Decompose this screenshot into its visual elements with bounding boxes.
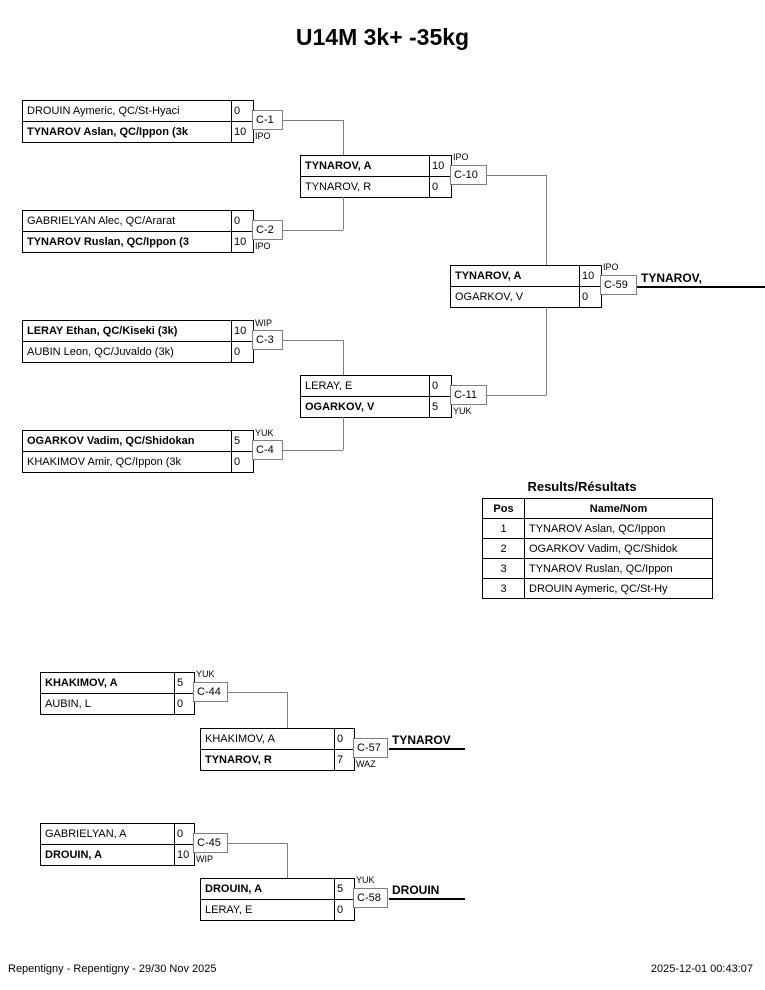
player-name: AUBIN, L <box>45 698 91 710</box>
player-score: 10 <box>231 321 253 341</box>
player-score: 0 <box>231 211 253 231</box>
match-row <box>23 101 253 121</box>
results-row <box>483 519 713 539</box>
winner-line <box>389 898 465 900</box>
player-name: OGARKOV Vadim, QC/Shidokan <box>27 435 195 447</box>
player-name: DROUIN Aymeric, QC/St-Hyaci <box>27 105 180 117</box>
match-row <box>451 286 601 307</box>
player-name: OGARKOV, V <box>455 291 524 303</box>
results-title: Results/Résultats <box>527 479 637 494</box>
match-row <box>201 899 354 920</box>
connector-line <box>487 395 546 396</box>
player-name: GABRIELYAN, A <box>45 828 127 840</box>
player-name: AUBIN Leon, QC/Juvaldo (3k) <box>27 346 174 358</box>
player-score: 7 <box>334 750 354 770</box>
match-row <box>301 376 451 396</box>
player-score: 0 <box>231 342 253 362</box>
result-pos: 1 <box>483 519 525 539</box>
match-c57 <box>200 728 355 771</box>
match-row <box>23 231 253 252</box>
player-score: 0 <box>429 376 451 396</box>
match-row <box>23 211 253 231</box>
player-score: 10 <box>231 122 253 142</box>
match-tag-c45: C-45 <box>193 833 228 853</box>
match-row <box>201 729 354 749</box>
player-name: TYNAROV, A <box>455 270 522 282</box>
player-score: 10 <box>429 156 451 176</box>
connector-line <box>546 307 547 395</box>
match-c2 <box>22 210 254 253</box>
result-pos: 3 <box>483 559 525 579</box>
player-score: 10 <box>231 232 253 252</box>
results-header-pos: Pos <box>483 499 525 519</box>
player-name: KHAKIMOV Amir, QC/Ippon (3k <box>27 456 182 468</box>
match-c11 <box>300 375 452 418</box>
player-score: 0 <box>174 824 194 844</box>
match-tag-c2: C-2 <box>252 220 283 240</box>
match-tag-c1: C-1 <box>252 110 283 130</box>
player-score: 0 <box>579 287 601 307</box>
page-title: U14M 3k+ -35kg <box>295 24 470 50</box>
result-type-c1: IPO <box>255 131 271 141</box>
connector-line <box>287 843 288 878</box>
result-type-c2: IPO <box>255 241 271 251</box>
player-name: KHAKIMOV, A <box>45 677 118 689</box>
connector-line <box>283 120 343 121</box>
winner-line <box>637 286 765 288</box>
player-score: 10 <box>579 266 601 286</box>
match-row <box>301 396 451 417</box>
winner-line <box>389 748 465 750</box>
results-row <box>483 579 713 599</box>
player-score: 0 <box>429 177 451 197</box>
match-row <box>41 824 194 844</box>
match-row <box>41 673 194 693</box>
match-row <box>201 879 354 899</box>
match-row <box>301 156 451 176</box>
connector-line <box>283 340 343 341</box>
connector-line <box>228 692 287 693</box>
result-pos: 3 <box>483 579 525 599</box>
match-c45 <box>40 823 195 866</box>
player-name: GABRIELYAN Alec, QC/Ararat <box>27 215 176 227</box>
match-c44 <box>40 672 195 715</box>
player-score: 0 <box>334 900 354 920</box>
player-score: 0 <box>334 729 354 749</box>
connector-line <box>343 417 344 450</box>
results-table <box>482 498 713 599</box>
match-tag-c3: C-3 <box>252 330 283 350</box>
player-name: TYNAROV Aslan, QC/Ippon (3k <box>27 126 188 138</box>
player-score: 0 <box>231 101 253 121</box>
result-name: OGARKOV Vadim, QC/Shidok <box>525 539 713 559</box>
result-type-c4: YUK <box>255 428 274 438</box>
result-type-c44: YUK <box>196 669 215 679</box>
player-name: LERAY Ethan, QC/Kiseki (3k) <box>27 325 178 337</box>
player-name: TYNAROV Ruslan, QC/Ippon (3 <box>27 236 189 248</box>
results-row <box>483 539 713 559</box>
result-type-c11: YUK <box>453 406 472 416</box>
player-name: KHAKIMOV, A <box>205 733 275 745</box>
match-row <box>451 266 601 286</box>
winner-label-c58: DROUIN <box>392 883 440 897</box>
footer-event: Repentigny - Repentigny - 29/30 Nov 2025 <box>8 963 217 975</box>
winner-label-c57: TYNAROV <box>392 733 451 747</box>
result-type-c57: WAZ <box>356 759 376 769</box>
result-type-c58: YUK <box>356 875 375 885</box>
result-type-c3: WIP <box>255 318 272 328</box>
results-header-row <box>483 499 713 519</box>
result-name: DROUIN Aymeric, QC/St-Hy <box>525 579 713 599</box>
player-score: 5 <box>429 397 451 417</box>
match-row <box>23 451 253 472</box>
connector-line <box>228 843 287 844</box>
results-row <box>483 559 713 579</box>
result-name: TYNAROV Aslan, QC/Ippon <box>525 519 713 539</box>
connector-line <box>546 175 547 265</box>
match-tag-c44: C-44 <box>193 682 228 702</box>
player-name: TYNAROV, R <box>305 181 372 193</box>
player-name: LERAY, E <box>205 904 253 916</box>
match-tag-c59: C-59 <box>600 275 637 295</box>
connector-line <box>343 197 344 230</box>
results-header-name: Name/Nom <box>525 499 713 519</box>
result-name: TYNAROV Ruslan, QC/Ippon <box>525 559 713 579</box>
connector-line <box>487 175 546 176</box>
match-c59 <box>450 265 602 308</box>
match-row <box>301 176 451 197</box>
player-name: TYNAROV, A <box>305 160 372 172</box>
player-name: DROUIN, A <box>45 849 103 861</box>
player-score: 5 <box>174 673 194 693</box>
match-row <box>23 121 253 142</box>
match-c10 <box>300 155 452 198</box>
player-score: 5 <box>231 431 253 451</box>
connector-line <box>283 230 343 231</box>
footer-timestamp: 2025-12-01 00:43:07 <box>650 963 753 975</box>
match-tag-c57: C-57 <box>353 738 388 758</box>
match-tag-c10: C-10 <box>450 165 487 185</box>
match-tag-c4: C-4 <box>252 440 283 460</box>
connector-line <box>287 692 288 728</box>
player-score: 5 <box>334 879 354 899</box>
player-score: 0 <box>174 694 194 714</box>
result-type-c59: IPO <box>603 262 619 272</box>
match-tag-c11: C-11 <box>450 385 487 405</box>
match-row <box>23 341 253 362</box>
connector-line <box>283 450 343 451</box>
match-row <box>41 844 194 865</box>
match-c58 <box>200 878 355 921</box>
player-name: TYNAROV, R <box>205 754 272 766</box>
connector-line <box>343 120 344 155</box>
match-c3 <box>22 320 254 363</box>
player-name: DROUIN, A <box>205 883 263 895</box>
match-row <box>41 693 194 714</box>
connector-line <box>343 340 344 375</box>
match-c1 <box>22 100 254 143</box>
match-c4 <box>22 430 254 473</box>
player-score: 10 <box>174 845 194 865</box>
match-row <box>23 321 253 341</box>
result-type-c10: IPO <box>453 152 469 162</box>
result-pos: 2 <box>483 539 525 559</box>
player-name: OGARKOV, V <box>305 401 375 413</box>
winner-label-c59: TYNAROV, <box>641 271 702 285</box>
player-score: 0 <box>231 452 253 472</box>
player-name: LERAY, E <box>305 380 353 392</box>
match-row <box>201 749 354 770</box>
result-type-c45: WIP <box>196 854 213 864</box>
match-tag-c58: C-58 <box>353 888 388 908</box>
match-row <box>23 431 253 451</box>
